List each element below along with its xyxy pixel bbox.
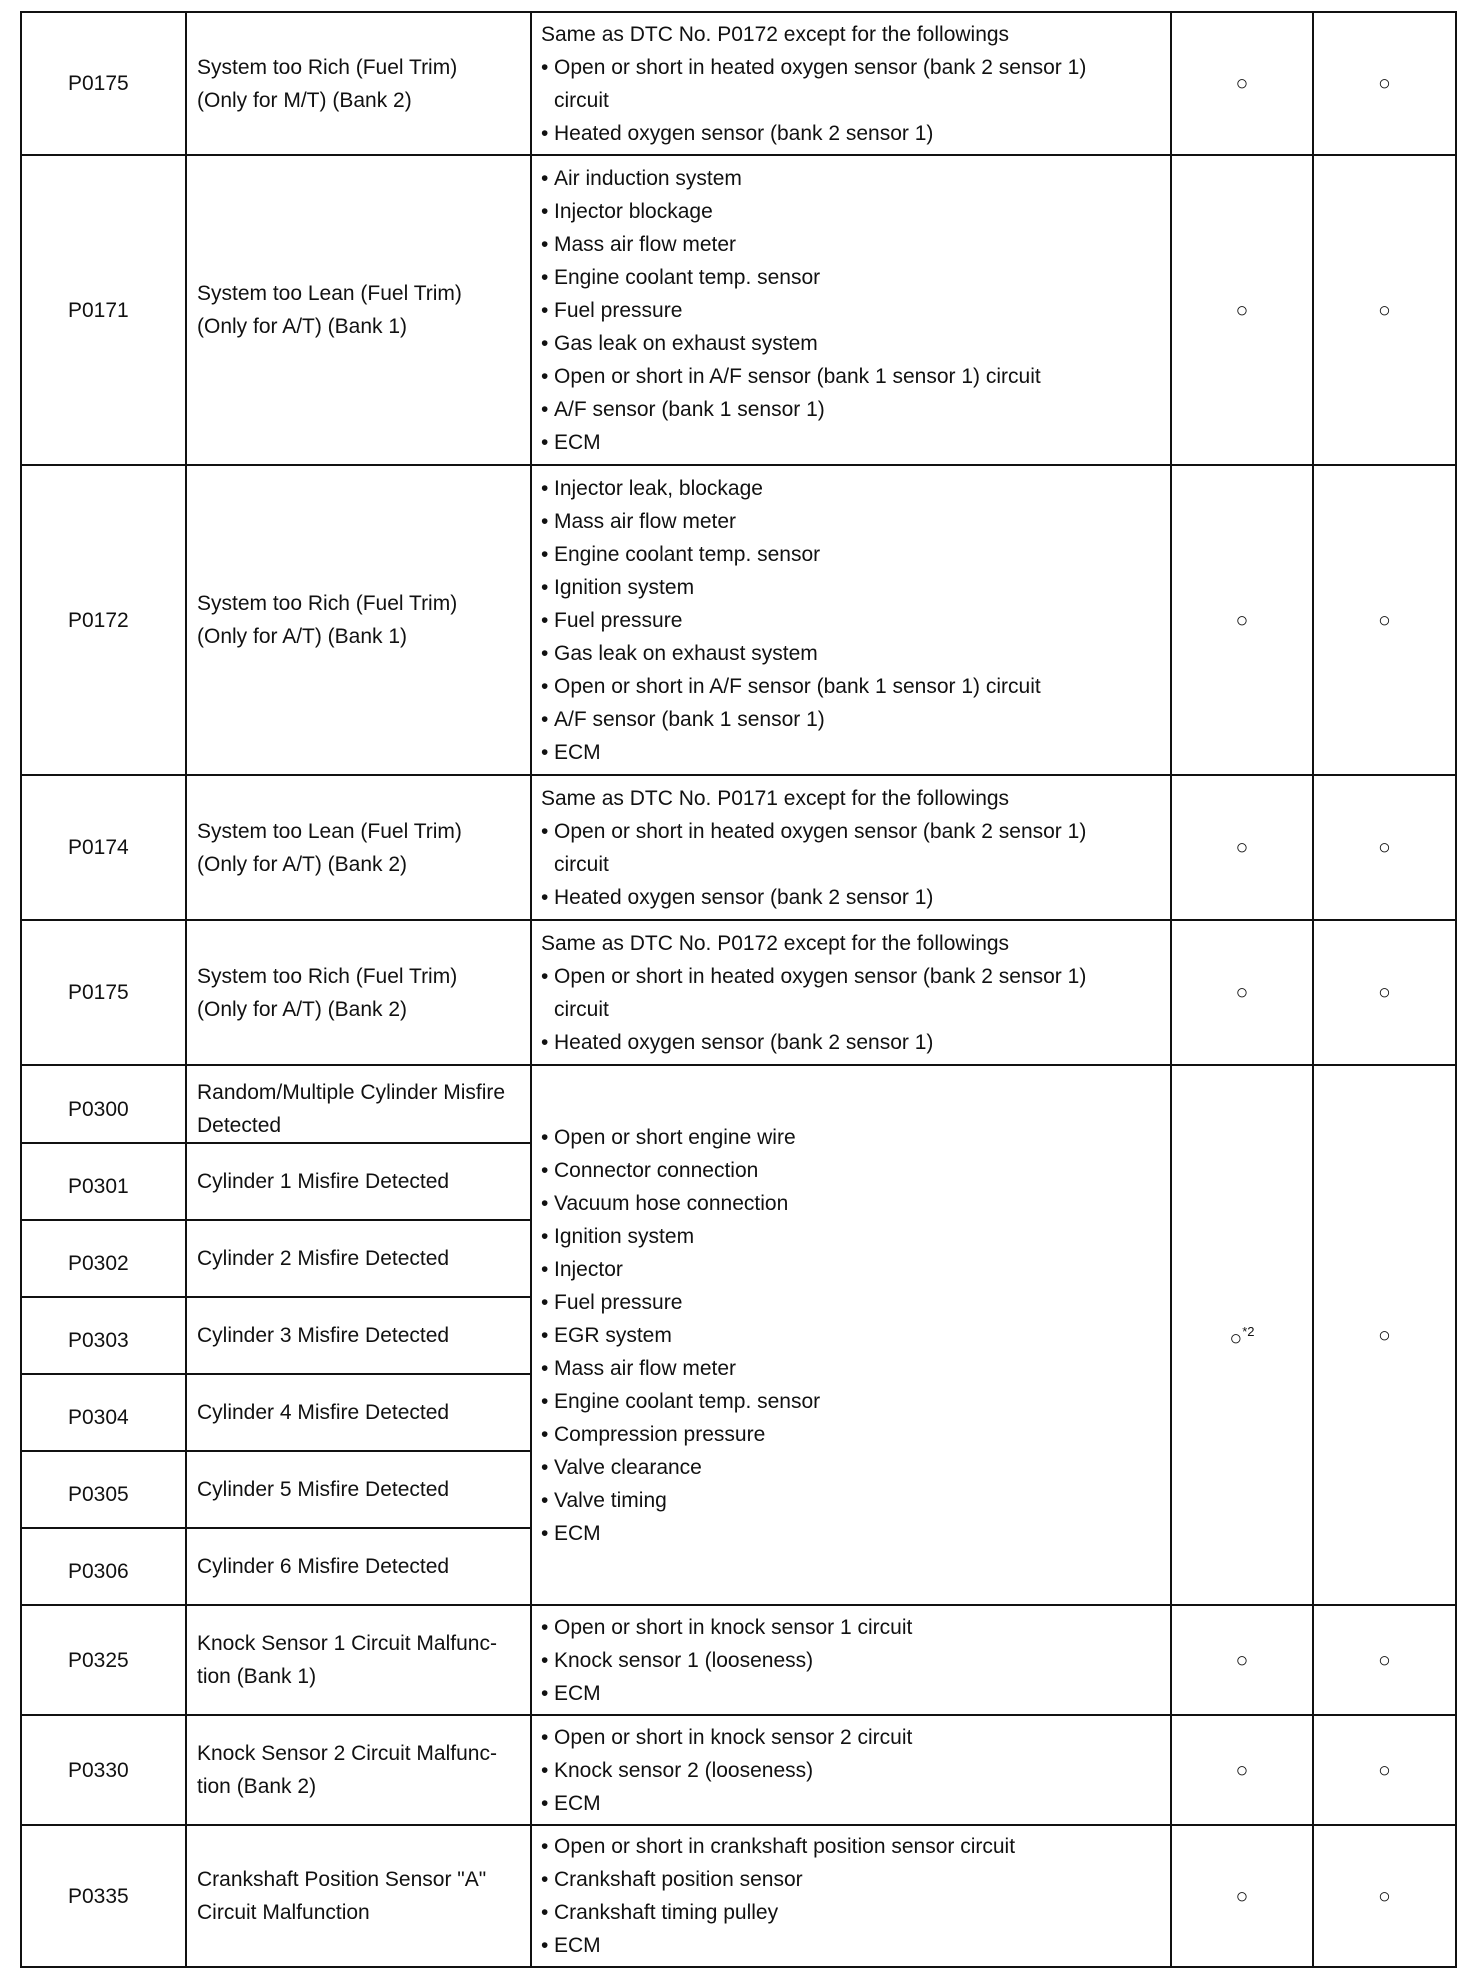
name-line: Knock Sensor 2 Circuit Malfunc- <box>197 1742 497 1765</box>
dtc-name <box>186 1374 531 1451</box>
mil-mark: ○ <box>1171 12 1313 155</box>
trouble-area <box>531 775 1171 920</box>
trouble-item-cont: circuit <box>554 88 609 112</box>
trouble-item: • Open or short in knock sensor 2 circuit <box>541 1721 1170 1754</box>
trouble-item: • Crankshaft position sensor <box>541 1863 1170 1896</box>
trouble-item: • Open or short engine wire <box>541 1121 1170 1154</box>
trouble-area <box>531 1605 1171 1715</box>
dtc-name <box>186 1220 531 1297</box>
trouble-item: • Mass air flow meter <box>541 228 1170 261</box>
trouble-item: • Valve timing <box>541 1484 1170 1517</box>
name-line: (Only for A/T) (Bank 1) <box>197 315 408 338</box>
name-line: (Only for A/T) (Bank 1) <box>197 625 408 648</box>
dtc-code: P0305 <box>21 1451 186 1528</box>
trouble-item: • ECM <box>541 1517 1170 1550</box>
dtc-name <box>186 465 531 775</box>
name-line: Cylinder 2 Misfire Detected <box>197 1247 450 1270</box>
trouble-item: • ECM <box>541 426 1170 459</box>
name-line: tion (Bank 2) <box>197 1775 317 1798</box>
trouble-area <box>531 920 1171 1065</box>
trouble-item: • Gas leak on exhaust system <box>541 327 1170 360</box>
dtc-row <box>21 1605 1456 1715</box>
trouble-item: • Heated oxygen sensor (bank 2 sensor 1) <box>541 881 1170 914</box>
name-line: Cylinder 6 Misfire Detected <box>197 1555 450 1578</box>
dtc-code: P0330 <box>21 1715 186 1825</box>
trouble-area <box>531 1065 1171 1605</box>
trouble-item: • Mass air flow meter <box>541 1352 1170 1385</box>
dtc-name <box>186 775 531 920</box>
trouble-item: • Valve clearance <box>541 1451 1170 1484</box>
trouble-lead: Same as DTC No. P0172 except for the followings <box>541 931 1010 955</box>
trouble-item: • Knock sensor 2 (looseness) <box>541 1754 1170 1787</box>
name-line: Detected <box>197 1114 282 1137</box>
memory-mark: ○ <box>1313 1065 1456 1605</box>
dtc-code: P0174 <box>21 775 186 920</box>
dtc-name <box>186 1297 531 1374</box>
dtc-code: P0172 <box>21 465 186 775</box>
trouble-item: • Connector connection <box>541 1154 1170 1187</box>
trouble-item: • Injector <box>541 1253 1170 1286</box>
dtc-code: P0325 <box>21 1605 186 1715</box>
dtc-code: P0171 <box>21 155 186 465</box>
memory-mark: ○ <box>1313 775 1456 920</box>
trouble-item: • Gas leak on exhaust system <box>541 637 1170 670</box>
trouble-item: • Heated oxygen sensor (bank 2 sensor 1) <box>541 117 1170 150</box>
dtc-name <box>186 920 531 1065</box>
mil-mark: ○ <box>1171 1605 1313 1715</box>
name-line: Cylinder 3 Misfire Detected <box>197 1324 450 1347</box>
dtc-table <box>20 11 1457 1968</box>
mil-mark: ○ <box>1171 920 1313 1065</box>
name-line: Cylinder 1 Misfire Detected <box>197 1170 450 1193</box>
dtc-name <box>186 1528 531 1605</box>
dtc-name <box>186 1605 531 1715</box>
name-line: Random/Multiple Cylinder Misfire <box>197 1081 506 1104</box>
trouble-item: • Crankshaft timing pulley <box>541 1896 1170 1929</box>
trouble-item: • Injector leak, blockage <box>541 472 1170 505</box>
dtc-code: P0304 <box>21 1374 186 1451</box>
name-line: (Only for A/T) (Bank 2) <box>197 997 408 1021</box>
trouble-item: • Air induction system <box>541 162 1170 195</box>
dtc-row <box>21 155 1456 465</box>
trouble-item: • Engine coolant temp. sensor <box>541 1385 1170 1418</box>
memory-mark: ○ <box>1313 920 1456 1065</box>
dtc-row <box>21 920 1456 1065</box>
trouble-item: • Open or short in crankshaft position sensor circuit <box>541 1830 1170 1863</box>
mil-mark: ○ <box>1171 1825 1313 1967</box>
mil-mark: ○ <box>1171 775 1313 920</box>
footnote-ref: *2 <box>1242 1324 1255 1339</box>
trouble-item: • Fuel pressure <box>541 604 1170 637</box>
dtc-row <box>21 775 1456 920</box>
trouble-item: • Open or short in A/F sensor (bank 1 sensor 1) circuit <box>541 670 1170 703</box>
dtc-name <box>186 1715 531 1825</box>
name-line: Circuit Malfunction <box>197 1901 370 1924</box>
trouble-item: • Ignition system <box>541 571 1170 604</box>
trouble-item: • Injector blockage <box>541 195 1170 228</box>
trouble-item: • ECM <box>541 1787 1170 1820</box>
trouble-item: • Open or short in heated oxygen sensor (bank 2 sensor 1) <box>541 51 1170 84</box>
dtc-code: P0301 <box>21 1143 186 1220</box>
name-line: System too Rich (Fuel Trim) <box>197 55 458 79</box>
dtc-name <box>186 155 531 465</box>
trouble-item: • Open or short in knock sensor 1 circuit <box>541 1611 1170 1644</box>
trouble-lead: Same as DTC No. P0172 except for the followings <box>541 22 1010 46</box>
mil-mark <box>1171 1065 1313 1605</box>
dtc-code: P0306 <box>21 1528 186 1605</box>
dtc-code: P0175 <box>21 920 186 1065</box>
trouble-item-cont: circuit <box>554 852 609 876</box>
memory-mark: ○ <box>1313 155 1456 465</box>
trouble-item: • Heated oxygen sensor (bank 2 sensor 1) <box>541 1026 1170 1059</box>
dtc-name <box>186 12 531 155</box>
dtc-code: P0303 <box>21 1297 186 1374</box>
dtc-code: P0175 <box>21 12 186 155</box>
dtc-row <box>21 465 1456 775</box>
name-line: System too Lean (Fuel Trim) <box>197 282 462 305</box>
trouble-area <box>531 1715 1171 1825</box>
dtc-row <box>21 1825 1456 1967</box>
memory-mark: ○ <box>1313 1605 1456 1715</box>
name-line: (Only for A/T) (Bank 2) <box>197 852 408 876</box>
trouble-item-cont: circuit <box>554 997 609 1021</box>
trouble-item: • Mass air flow meter <box>541 505 1170 538</box>
trouble-item: • A/F sensor (bank 1 sensor 1) <box>541 393 1170 426</box>
trouble-item: • Ignition system <box>541 1220 1170 1253</box>
memory-mark: ○ <box>1313 465 1456 775</box>
trouble-lead: Same as DTC No. P0171 except for the followings <box>541 786 1010 810</box>
trouble-item: • A/F sensor (bank 1 sensor 1) <box>541 703 1170 736</box>
mil-mark: ○ <box>1171 155 1313 465</box>
memory-mark: ○ <box>1313 12 1456 155</box>
trouble-item: • ECM <box>541 1929 1170 1962</box>
trouble-item: • ECM <box>541 1677 1170 1710</box>
dtc-name <box>186 1451 531 1528</box>
mil-mark: ○ <box>1171 1715 1313 1825</box>
dtc-row <box>21 1715 1456 1825</box>
trouble-item: • Open or short in heated oxygen sensor (bank 2 sensor 1) <box>541 815 1170 848</box>
name-line: tion (Bank 1) <box>197 1665 317 1688</box>
name-line: System too Lean (Fuel Trim) <box>197 819 462 843</box>
memory-mark: ○ <box>1313 1825 1456 1967</box>
dtc-row <box>21 1065 1456 1143</box>
dtc-code: P0300 <box>21 1065 186 1143</box>
name-line: Crankshaft Position Sensor "A" <box>197 1868 487 1891</box>
name-line: (Only for M/T) (Bank 2) <box>197 88 412 112</box>
dtc-code: P0302 <box>21 1220 186 1297</box>
name-line: Cylinder 5 Misfire Detected <box>197 1478 450 1501</box>
trouble-item: • Compression pressure <box>541 1418 1170 1451</box>
dtc-code: P0335 <box>21 1825 186 1967</box>
mil-circle: ○ <box>1229 1327 1243 1350</box>
trouble-item: • Vacuum hose connection <box>541 1187 1170 1220</box>
trouble-item: • Open or short in heated oxygen sensor (bank 2 sensor 1) <box>541 960 1170 993</box>
trouble-item: • Knock sensor 1 (looseness) <box>541 1644 1170 1677</box>
trouble-area <box>531 465 1171 775</box>
name-line: System too Rich (Fuel Trim) <box>197 964 458 988</box>
name-line: Cylinder 4 Misfire Detected <box>197 1401 450 1424</box>
trouble-item: • Engine coolant temp. sensor <box>541 261 1170 294</box>
trouble-area <box>531 1825 1171 1967</box>
name-line: System too Rich (Fuel Trim) <box>197 592 458 615</box>
dtc-name <box>186 1065 531 1143</box>
trouble-item: • ECM <box>541 736 1170 769</box>
trouble-item: • EGR system <box>541 1319 1170 1352</box>
dtc-name <box>186 1825 531 1967</box>
dtc-row <box>21 12 1456 155</box>
trouble-area <box>531 12 1171 155</box>
mil-mark: ○ <box>1171 465 1313 775</box>
trouble-item: • Engine coolant temp. sensor <box>541 538 1170 571</box>
trouble-item: • Open or short in A/F sensor (bank 1 sensor 1) circuit <box>541 360 1170 393</box>
trouble-item: • Fuel pressure <box>541 294 1170 327</box>
dtc-name <box>186 1143 531 1220</box>
memory-mark: ○ <box>1313 1715 1456 1825</box>
trouble-area <box>531 155 1171 465</box>
trouble-item: • Fuel pressure <box>541 1286 1170 1319</box>
name-line: Knock Sensor 1 Circuit Malfunc- <box>197 1632 497 1655</box>
